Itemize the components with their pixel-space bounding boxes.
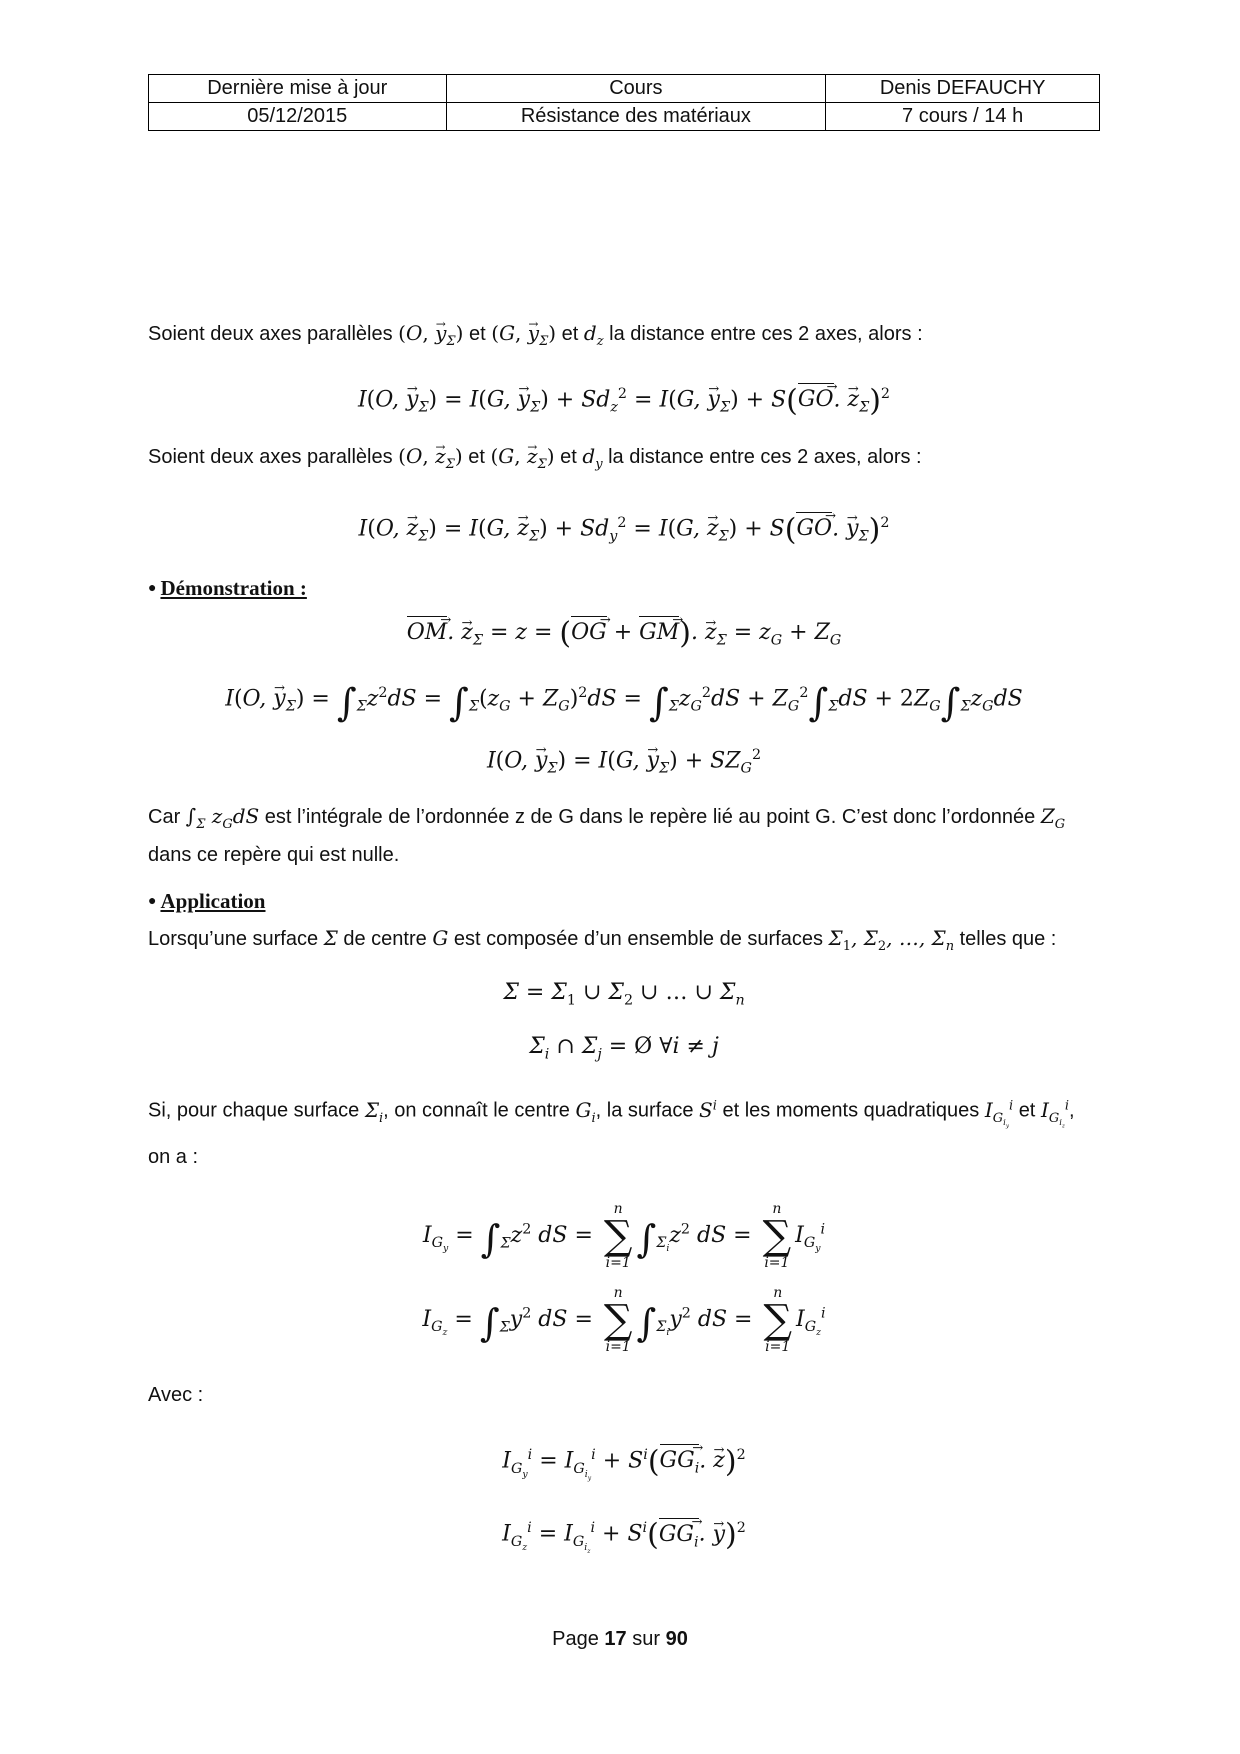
text-span: Car [148,806,181,829]
text-span: est l’intégrale de l’ordonnée z de G dans le repère lié au point G. C’est donc l’ordonnée [264,806,1036,829]
section-title: Démonstration : [160,576,307,601]
header-cell-subject: Résistance des matériaux [446,103,826,131]
math-inline: $I_{G_{i_z}}^i$ [1040,1097,1069,1130]
text-span: , on a : [148,1099,1075,1168]
text-span: , la surface [595,1099,694,1122]
text-span: , on connaît le centre [383,1099,570,1122]
paragraph-avec: Avec : [148,1383,204,1406]
header-cell-author: Denis DEFAUCHY [826,75,1100,103]
math-inline: $S^i$ [699,1097,717,1122]
math-inline: $G_i$ [575,1097,596,1126]
equation-huygens-y: I(O, → $y_\Sigma) = I(G$, → $y_\Sigma) + Sd_z^2 = I(G$, → $y_\Sigma) + S(GO$ →. → $z_\Sigma)^2$ [148,379,1100,423]
equation-om-z: OM →. → $z_\Sigma = z = (OG$ → + GM →). → $z_\Sigma = z_G + Z_G$ [148,616,1100,655]
equation-huygens-z: I(O, → $z_\Sigma) = I(G$, → $z_\Sigma) + Sd_y^2 = I(G$, → $z_\Sigma) + S(GO$ →. → $y_\Sigma)^2$ [148,508,1100,552]
text-span: et [560,445,577,468]
text-span: et [561,323,579,345]
bullet-icon: ● [148,894,157,910]
header-cell-type-label: Cours [446,75,826,103]
equation-union: $\Sigma = \Sigma_1$ ∪ $\Sigma_2$ ∪ … ∪ $\Sigma_n$ [503,980,745,1009]
header-cell-update-label: Dernière mise à jour [149,75,447,103]
text-span: et [1018,1099,1036,1122]
section-demonstration [148,573,1100,604]
paragraph-axes-z [148,441,1100,480]
text-span: Lorsqu’une surface [148,928,319,951]
section-application [148,886,1100,917]
text-span: de centre [343,928,427,951]
math-inline: $\int_\Sigma$ $z_GdS$ [185,804,260,833]
math-inline: (G, → $z_\Sigma$) [490,444,554,468]
text-span: la distance entre ces 2 axes, alors : [609,323,923,345]
text-span: est composée d’un ensemble de surfaces [453,928,823,951]
equation-igz-i: $I_{G_z}^i = I_{G_{i_z}}^i + S^i(GG_i$ →. → y)$^2$ [148,1513,1100,1566]
math-inline: (O, → $z_\Sigma$) [398,444,463,468]
text-span: Soient deux axes parallèles [148,323,393,345]
math-inline: $Z_G$ [1040,804,1066,833]
math-inline: $d_z$ [583,321,604,349]
text-span: et [469,323,486,345]
paragraph-si [148,1091,1100,1172]
math-inline: $I_{G_{i_y}}^i$ [984,1097,1014,1130]
header-cell-date: 05/12/2015 [149,103,447,131]
math-inline: (O, → $y_\Sigma$) [398,321,463,345]
text-span: la distance entre ces 2 axes, alors : [608,445,922,468]
math-inline: (G, → $y_\Sigma$) [491,321,556,345]
header-row [149,103,1100,131]
page-number: 17 [604,1628,627,1650]
text-span: Si, pour chaque surface [148,1099,360,1122]
math-inline: $\Sigma_1$, $\Sigma_2$, …, $\Sigma_n$ [828,926,955,955]
paragraph-lorsque [148,923,1100,962]
equation-igy: $I_{G_y} = \int_\Sigma z^2$ dS = n ∑ i=1 $\int_{\Sigma_i}z^2$ dS = n ∑ i=1 $I_{G_y}^i$ [422,1200,826,1271]
text-span: dans ce repère qui est nulle. [148,844,400,867]
text-span: et [468,445,485,468]
header-cell-duration: 7 cours / 14 h [826,103,1100,131]
footer-prefix: Page [552,1628,599,1650]
equation-igy-i: $I_{G_y}^i = I_{G_{i_y}}^i + S^i(GG_i$ →. → z)$^2$ [148,1440,1100,1493]
header-row [149,75,1100,103]
math-inline: $\Sigma_i$ [364,1097,384,1126]
text-span: telles que : [959,928,1057,951]
header-table [148,74,1100,131]
text-span: Soient deux axes parallèles [148,445,393,468]
paragraph-car [148,801,1100,870]
equation-intersection: $\Sigma_i$ ∩ $\Sigma_j$ = Ø ∀i ≠ j [529,1033,719,1063]
section-title: Application [160,889,266,914]
math-inline: $d_y$ [582,443,603,472]
math-inline: G [432,926,449,951]
math-inline: Σ [323,926,338,951]
document-body [148,318,1100,1567]
page-total: 90 [665,1628,688,1650]
paragraph-axes-y [148,318,1100,357]
page-footer [0,1628,1240,1651]
footer-middle: sur [632,1628,661,1650]
text-span: et les moments quadratiques [722,1099,980,1122]
equation-integral-y: I(O, → $y_\Sigma) = \int_\Sigma z^2dS = \int_\Sigma(z_G + Z_G)^2dS = \int_\Sigma z_G^2dS + Z_G^2\int_\Sigma dS + 2Z_G\int_\Sigma z_GdS$ [148,678,1100,722]
equation-result-y: I(O, → $y_\Sigma) = I(G$, → $y_\Sigma) + SZ_G^2$ [148,740,1100,784]
bullet-icon: ● [148,581,157,597]
equation-igz: $I_{G_z} = \int_\Sigma y^2$ dS = n ∑ i=1 $\int_{\Sigma_i}y^2$ dS = n ∑ i=1 $I_{G_z}^i$ [422,1284,826,1355]
